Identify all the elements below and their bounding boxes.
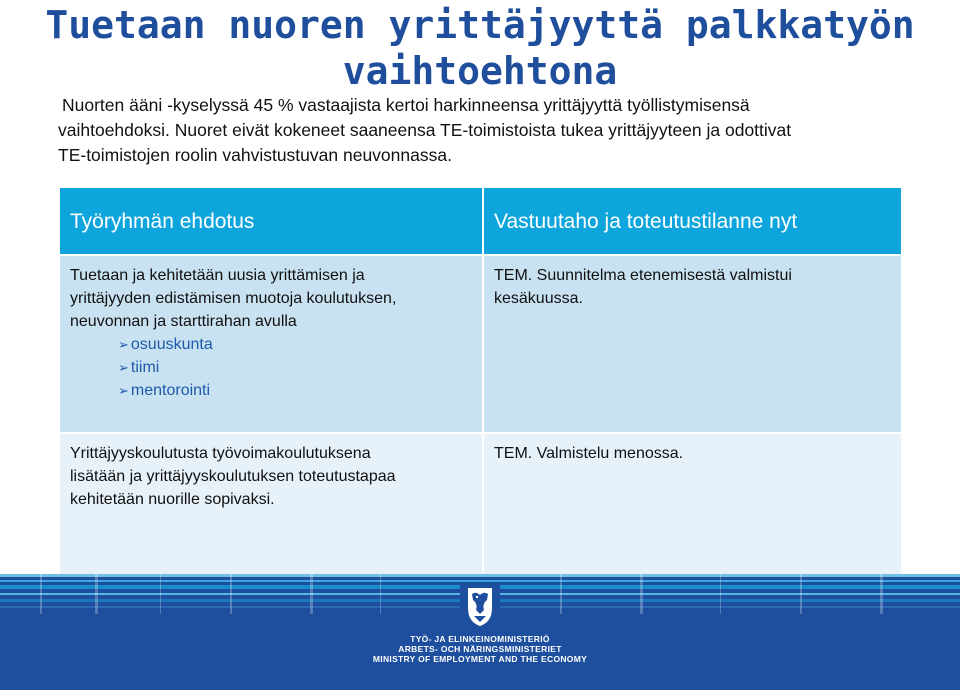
proposal-line: Yrittäjyyskoulutusta työvoimakoulutuksena [70,445,371,462]
intro-paragraph [58,93,938,168]
proposal-cell [59,255,483,433]
header-responsibility: Vastuutaho ja toteutustilanne nyt [483,187,902,255]
table-row [59,433,902,583]
arrow-bullet-icon: ➢ [118,360,129,375]
bullet-label: tiimi [130,359,160,376]
ministry-name-en: MINISTRY OF EMPLOYMENT AND THE ECONOMY [372,654,588,664]
status-line: TEM. Valmistelu menossa. [494,445,684,462]
status-cell [483,433,902,583]
bullet-item [118,333,472,356]
proposal-line: kehitetään nuorille sopivaksi. [70,491,275,508]
ministry-footer [0,574,960,690]
intro-line: vaihtoehdoksi. Nuoret eivät kokeneet saaneensa TE-toimistoista tukea yrittäjyyteen ja odottivat [58,120,792,140]
table-row [59,255,902,433]
proposal-line: lisätään ja yrittäjyyskoulutuksen toteutustapaa [70,468,396,485]
status-cell [483,255,902,433]
proposal-table [58,186,903,584]
slide-title: Tuetaan nuoren yrittäjyyttä palkkatyön vaihtoehtona [45,3,915,93]
intro-line: Nuorten ääni -kyselyssä 45 % vastaajista kertoi harkinneensa yrittäjyyttä työllistymisensä [62,95,750,115]
bullet-item [118,379,472,402]
bullet-label: osuuskunta [130,336,213,353]
status-line: kesäkuussa. [494,290,583,307]
finnish-lion-crest-icon [460,582,500,628]
bullet-label: mentorointi [130,382,211,399]
arrow-bullet-icon: ➢ [118,383,129,398]
table-header-row [59,187,902,255]
proposal-line: Tuetaan ja kehitetään uusia yrittämisen ja [70,267,365,284]
bullet-item [118,356,472,379]
bullet-list [70,333,472,402]
status-line: TEM. Suunnitelma etenemisestä valmistui [494,267,792,284]
proposal-line: neuvonnan ja starttirahan avulla [70,313,297,330]
proposal-line: yrittäjyyden edistämisen muotoja koulutuksen, [70,290,397,307]
intro-line: TE-toimistojen roolin vahvistustuvan neuvonnassa. [58,145,452,165]
ministry-name-fi: TYÖ- JA ELINKEINOMINISTERIÖ [410,634,550,644]
arrow-bullet-icon: ➢ [118,337,129,352]
ministry-name [0,634,960,664]
proposal-cell [59,433,483,583]
ministry-name-sv: ARBETS- OCH NÄRINGSMINISTERIET [398,644,562,654]
header-proposal: Työryhmän ehdotus [59,187,483,255]
